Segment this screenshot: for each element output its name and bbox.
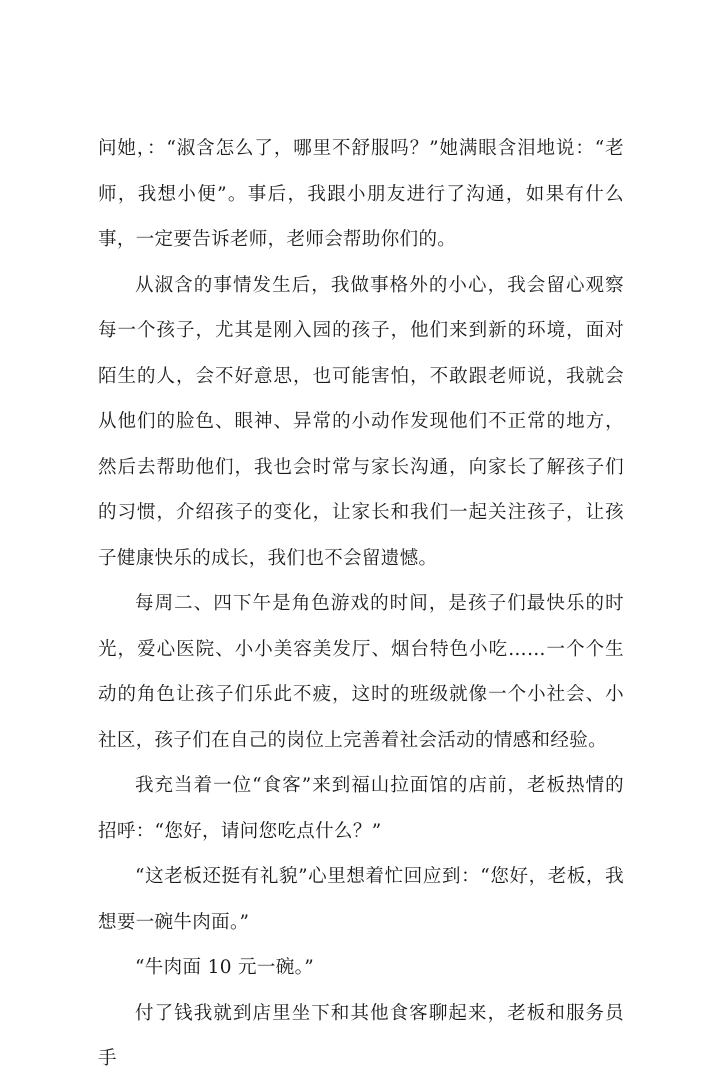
paragraph-6: “牛肉面 10 元一碗。” (135, 957, 315, 978)
paragraph-5: “这老板还挺有礼貌”心里想着忙回应到：“您好，老板，我想要一碗牛肉面。” (98, 866, 624, 933)
paragraph-7: 付了钱我就到店里坐下和其他食客聊起来，老板和服务员手 (98, 1002, 624, 1069)
paragraph-3: 每周二、四下午是角色游戏的时间，是孩子们最快乐的时光，爱心医院、小小美容美发厅、烟台特色小吃……一个个生动的角色让孩子们乐此不疲，这时的班级就像一个小社会、小社区，孩子们在自己的岗位上完善着社会活动的情感和经验。 (98, 593, 624, 751)
paragraph-2: 从淑含的事情发生后，我做事格外的小心，我会留心观察每一个孩子，尤其是刚入园的孩子，他们来到新的环境，面对陌生的人，会不好意思，也可能害怕，不敢跟老师说，我就会从他们的脸色、眼神、异常的小动作发现他们不正常的地方，然后去帮助他们，我也会时常与家长沟通，向家长了解孩子们的习惯，介绍孩子的变化，让家长和我们一起关注孩子，让孩子健康快乐的成长，我们也不会留遗憾。 (98, 274, 624, 569)
paragraph-1: 问她，：“淑含怎么了，哪里不舒服吗？”她满眼含泪地说：“老师，我想小便”。事后，我跟小朋友进行了沟通，如果有什么事，一定要告诉老师，老师会帮助你们的。 (98, 138, 624, 250)
paragraph-4: 我充当着一位“食客”来到福山拉面馆的店前，老板热情的招呼：“您好，请问您吃点什么？” (98, 775, 624, 842)
